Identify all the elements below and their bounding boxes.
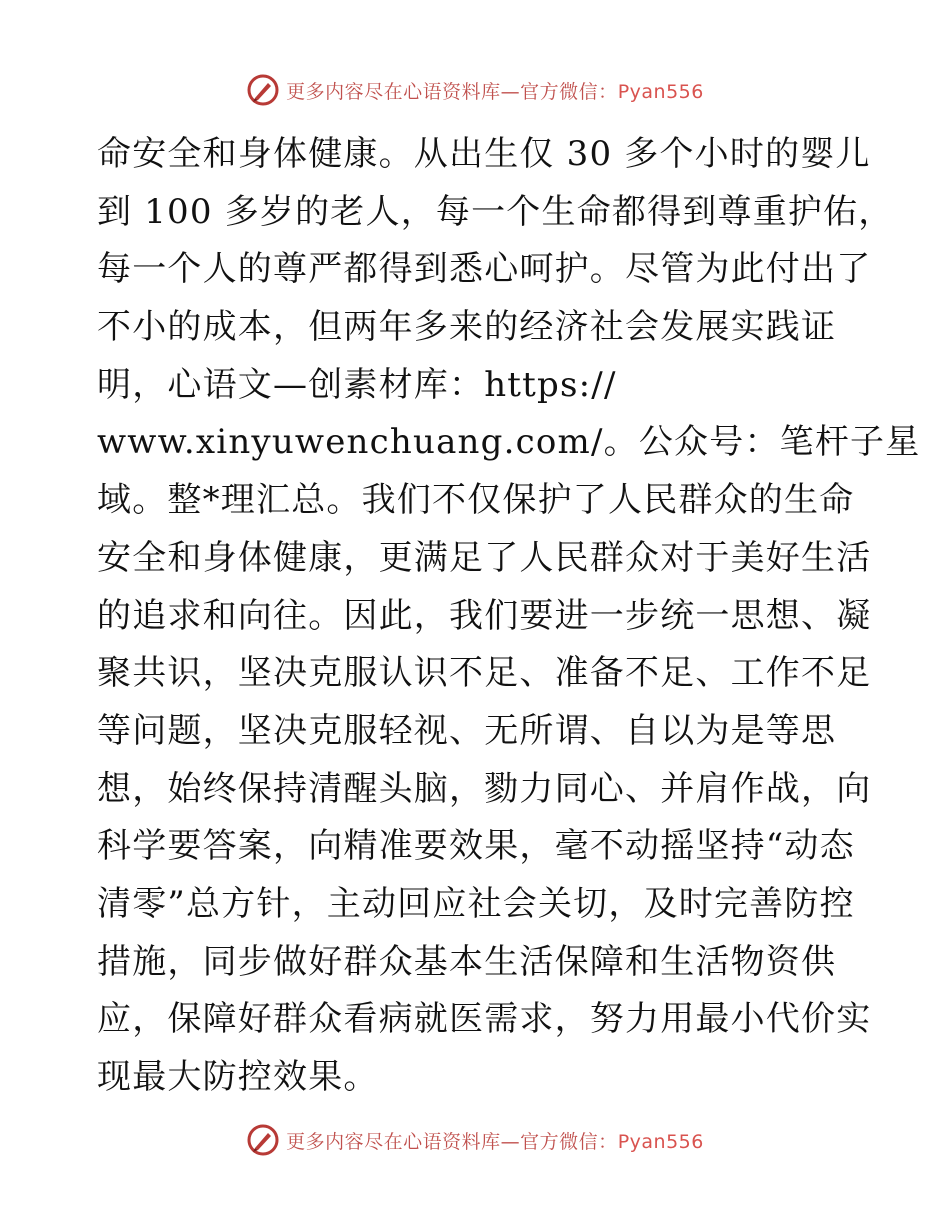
body-line: 安全和身体健康，更满足了人民群众对于美好生活 (97, 537, 872, 578)
pen-logo-icon (246, 73, 280, 107)
footer-banner-content (246, 1123, 704, 1157)
body-line: 等问题，坚决克服轻视、无所谓、自以为是等思 (97, 710, 837, 751)
body-line: 每一个人的尊严都得到悉心呵护。尽管为此付出了 (97, 249, 872, 290)
header-banner-main: 更多内容尽在心语资料库 (286, 80, 501, 103)
body-line: 明，心语文—创素材库：https:// (97, 364, 617, 405)
header-banner-sep: — (500, 80, 521, 103)
body-line: 不小的成本，但两年多来的经济社会发展实践证 (97, 307, 837, 348)
body-line: 科学要答案，向精准要效果，毫不动摇坚持“动态 (97, 826, 855, 867)
body-line: 聚共识，坚决克服认识不足、准备不足、工作不足 (97, 653, 872, 694)
header-banner-wechat-id: Pyan556 (617, 80, 704, 103)
footer-banner-official: 官方微信： (520, 1130, 618, 1153)
header-banner-official: 官方微信： (520, 80, 618, 103)
pen-logo-icon (246, 1123, 280, 1157)
header-banner-content (246, 73, 704, 107)
body-line: 的追求和向往。因此，我们要进一步统一思想、凝 (97, 595, 872, 636)
body-line: 命安全和身体健康。从出生仅 30 多个小时的婴儿 (97, 134, 871, 174)
footer-banner-main: 更多内容尽在心语资料库 (286, 1130, 501, 1153)
body-line: 措施，同步做好群众基本生活保障和生活物资供 (97, 941, 837, 982)
document-body (97, 126, 921, 1107)
body-line: 域。整*理汇总。我们不仅保护了人民群众的生命 (97, 480, 855, 521)
footer-banner-sep: — (500, 1130, 521, 1153)
body-line: 想，始终保持清醒头脑，勠力同心、并肩作战，向 (97, 768, 872, 809)
header-banner-text (286, 77, 704, 104)
header-banner (0, 70, 950, 110)
body-line: www.xinyuwenchuang.com/。公众号：笔杆子星 (97, 422, 921, 463)
body-line: 到 100 多岁的老人，每一个生命都得到尊重护佑， (97, 191, 894, 232)
footer-banner-text (286, 1127, 704, 1154)
footer-banner (0, 1120, 950, 1160)
body-line: 清零”总方针，主动回应社会关切，及时完善防控 (97, 883, 855, 924)
footer-banner-wechat-id: Pyan556 (617, 1130, 704, 1153)
body-line: 现最大防控效果。 (97, 1057, 379, 1097)
body-line: 应，保障好群众看病就医需求，努力用最小代价实 (97, 999, 872, 1040)
